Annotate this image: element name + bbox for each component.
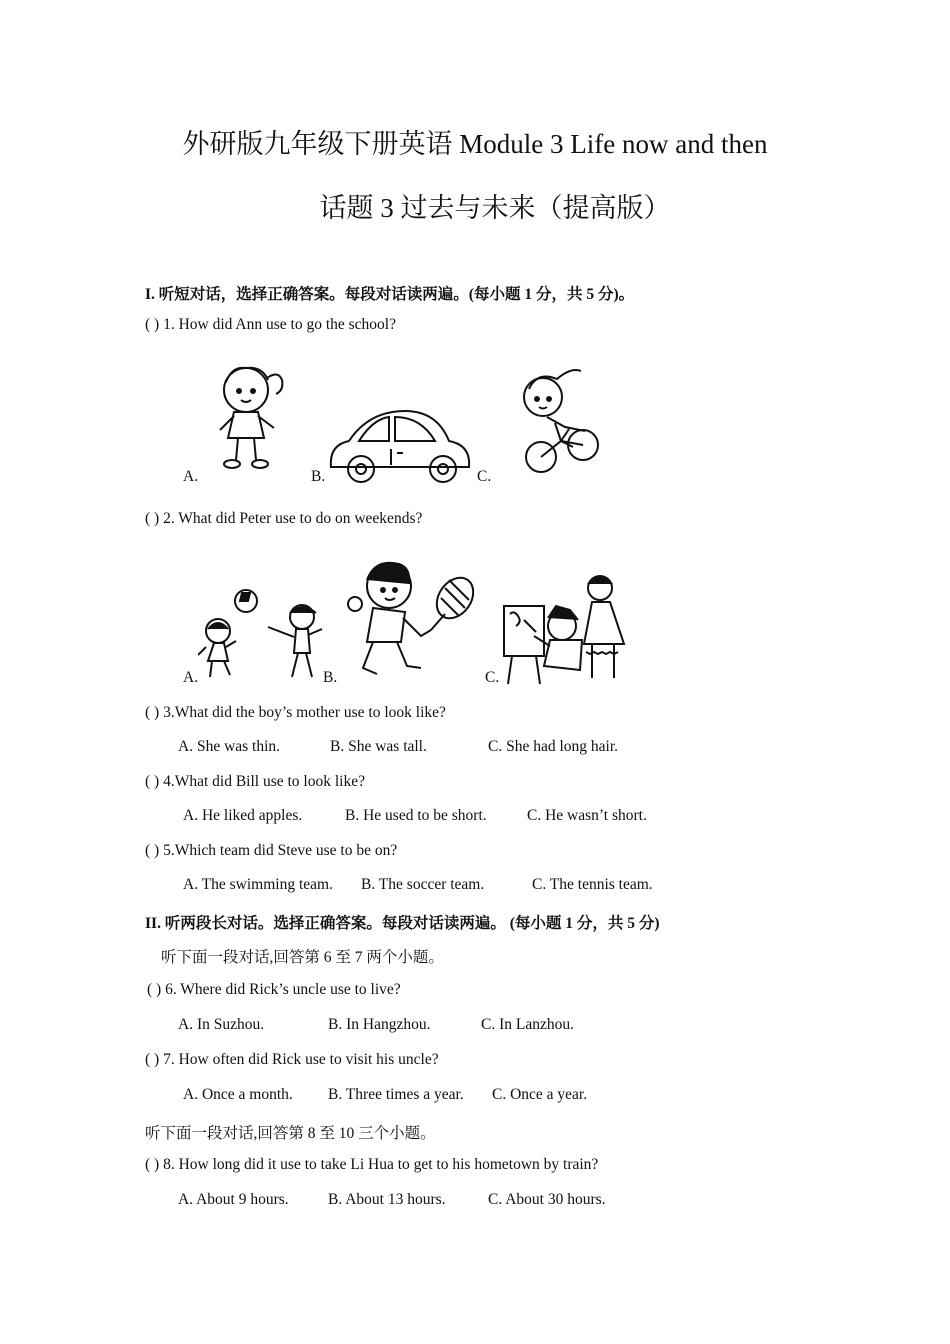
question-1: ( ) 1. How did Ann use to go the school? — [145, 316, 396, 333]
q8-option-c: C. About 30 hours. — [488, 1191, 606, 1208]
q6-option-a: A. In Suzhou. — [178, 1016, 265, 1033]
q5-option-b: B. The soccer team. — [361, 876, 485, 893]
q4-option-c: C. He wasn’t short. — [527, 807, 647, 824]
q6-option-c: C. In Lanzhou. — [481, 1016, 574, 1033]
q2-option-a: A. — [183, 669, 199, 686]
q1-option-c: C. — [477, 468, 492, 485]
q1-option-b: B. — [311, 468, 326, 485]
section-2-intro-2: 听下面一段对话,回答第 8 至 10 三个小题。 — [145, 1125, 436, 1142]
q7-option-a: A. Once a month. — [183, 1086, 293, 1103]
q2-option-b: B. — [323, 669, 338, 686]
question-5: ( ) 5.Which team did Steve use to be on? — [145, 842, 398, 859]
q4-option-a: A. He liked apples. — [183, 807, 303, 824]
page-title: 外研版九年级下册英语 Module 3 Life now and then — [182, 129, 768, 159]
q3-option-a: A. She was thin. — [178, 738, 281, 755]
q2-option-c: C. — [485, 669, 500, 686]
question-7: ( ) 7. How often did Rick use to visit his uncle? — [145, 1051, 439, 1068]
q8-option-a: A. About 9 hours. — [178, 1191, 289, 1208]
drawing-picture-icon — [500, 570, 640, 686]
q5-option-c: C. The tennis team. — [532, 876, 653, 893]
question-3: ( ) 3.What did the boy’s mother use to look like? — [145, 704, 446, 721]
q8-option-b: B. About 13 hours. — [328, 1191, 446, 1208]
playing-soccer-icon — [198, 585, 326, 687]
page-subtitle: 话题 3 过去与未来（提高版） — [319, 193, 671, 223]
q4-option-b: B. He used to be short. — [345, 807, 487, 824]
car-icon — [325, 405, 475, 485]
section-1-heading: I. 听短对话，选择正确答案。每段对话读两遍。(每小题 1 分，共 5 分)。 — [145, 286, 635, 303]
question-4: ( ) 4.What did Bill use to look like? — [145, 773, 365, 790]
section-2-heading: II. 听两段长对话。选择正确答案。每段对话读两遍。 (每小题 1 分，共 5 分) — [145, 915, 660, 932]
question-8: ( ) 8. How long did it use to take Li Hua to get to his hometown by train? — [145, 1156, 599, 1173]
section-2-intro-1: 听下面一段对话,回答第 6 至 7 两个小题。 — [161, 949, 444, 966]
q3-option-c: C. She had long hair. — [488, 738, 619, 755]
question-2: ( ) 2. What did Peter use to do on weekends? — [145, 510, 423, 527]
q1-option-a: A. — [183, 468, 199, 485]
q7-option-c: C. Once a year. — [492, 1086, 588, 1103]
q7-option-b: B. Three times a year. — [328, 1086, 464, 1103]
walking-girl-icon — [212, 360, 292, 475]
q5-option-a: A. The swimming team. — [183, 876, 333, 893]
playing-tennis-icon — [345, 558, 480, 686]
cycling-girl-icon — [515, 365, 605, 477]
q6-option-b: B. In Hangzhou. — [328, 1016, 431, 1033]
q3-option-b: B. She was tall. — [330, 738, 427, 755]
question-6: ( ) 6. Where did Rick’s uncle use to live? — [147, 981, 401, 998]
